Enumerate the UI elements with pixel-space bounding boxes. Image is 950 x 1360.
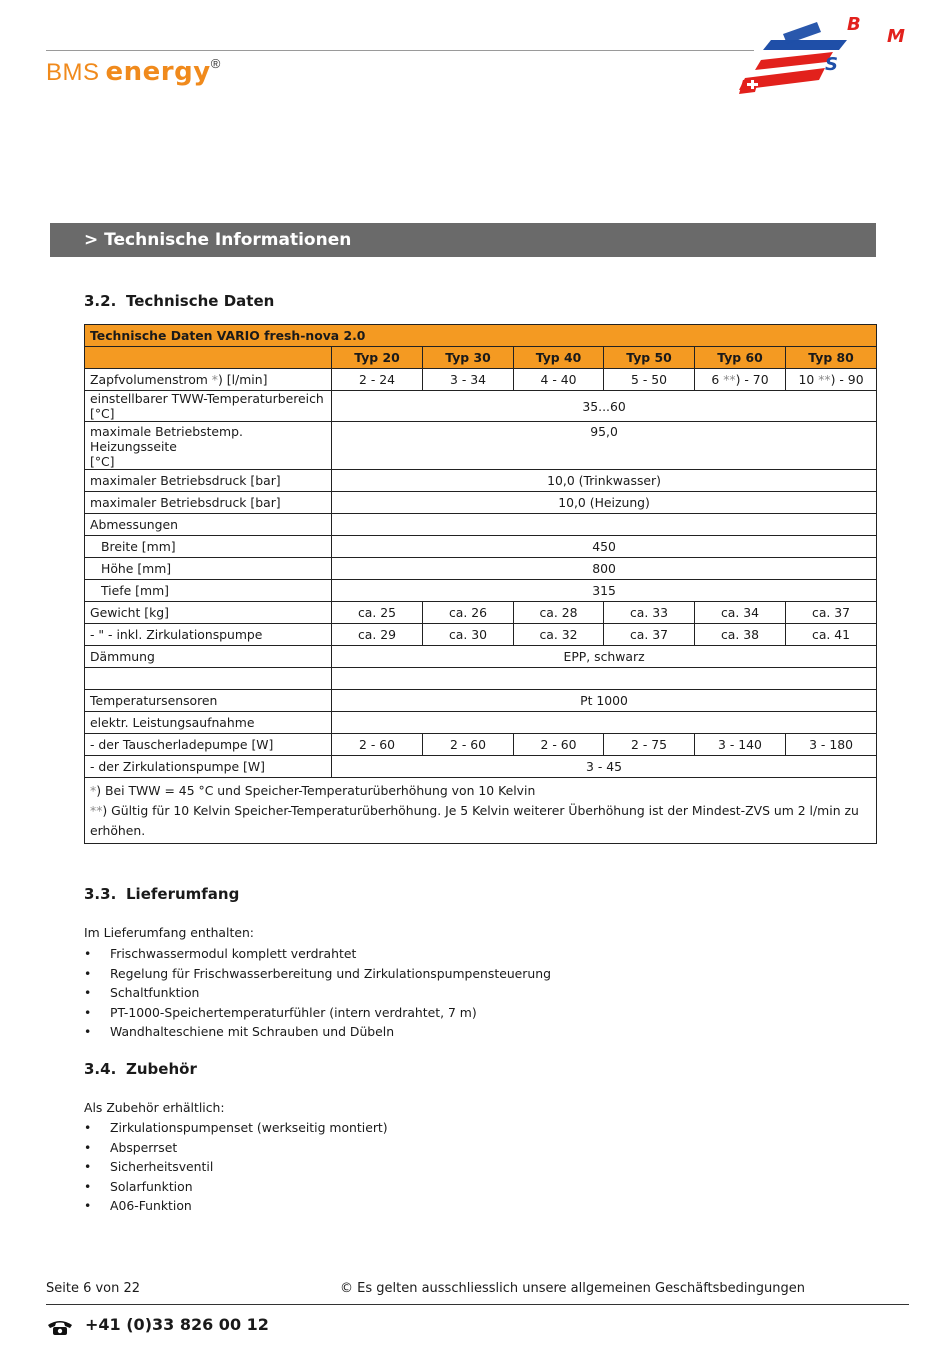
table-cell: 10 **) - 90 (786, 369, 877, 391)
table-cell: 2 - 24 (332, 369, 423, 391)
table-cell (332, 514, 877, 536)
table-notes-row (85, 778, 877, 844)
table-row (85, 470, 877, 492)
table-cell: ca. 32 (514, 624, 604, 646)
footnote-2: **) Gültig für 10 Kelvin Speicher-Temperaturüberhöhung. Je 5 Kelvin weiterer Überhöhung ist der Mindest-ZVS um 2 l/min zu erhöhen. (90, 803, 859, 838)
row-label: Temperatursensoren (85, 690, 332, 712)
table-cell: 3 - 180 (786, 734, 877, 756)
table-cell: ca. 34 (695, 602, 786, 624)
page-number: Seite 6 von 22 (46, 1281, 141, 1296)
table-row (85, 712, 877, 734)
terms-notice: © Es gelten ausschliesslich unsere allgemeinen Geschäftsbedingungen (340, 1281, 805, 1296)
bms-logo (735, 12, 915, 100)
table-cell: ca. 38 (695, 624, 786, 646)
row-label: einstellbarer TWW-Temperaturbereich [°C] (85, 391, 332, 422)
column-header: Typ 40 (514, 347, 604, 369)
brand-prefix: BMS (46, 59, 100, 86)
table-row (85, 580, 877, 602)
row-label: Gewicht [kg] (85, 602, 332, 624)
table-cell: ca. 41 (786, 624, 877, 646)
list-item: • A06-Funktion (84, 1198, 192, 1213)
table-cell: 10,0 (Trinkwasser) (332, 470, 877, 492)
row-label: maximaler Betriebsdruck [bar] (85, 492, 332, 514)
row-label: Zapfvolumenstrom *) [l/min] (85, 369, 332, 391)
table-cell: ca. 25 (332, 602, 423, 624)
table-cell: ca. 29 (332, 624, 423, 646)
heading-title: Technische Daten (126, 292, 275, 310)
table-cell: 10,0 (Heizung) (332, 492, 877, 514)
heading-title: Zubehör (126, 1060, 197, 1078)
heading-zubehoer (84, 1060, 197, 1078)
row-label: Breite [mm] (85, 536, 332, 558)
table-cell: EPP, schwarz (332, 646, 877, 668)
table-cell: 3 - 140 (695, 734, 786, 756)
table-cell: ca. 26 (423, 602, 514, 624)
table-footnotes (85, 778, 877, 844)
table-cell: 5 - 50 (604, 369, 695, 391)
column-header: Typ 20 (332, 347, 423, 369)
list-item: • Sicherheitsventil (84, 1159, 214, 1174)
row-label: maximaler Betriebsdruck [bar] (85, 470, 332, 492)
footnote-1: *) Bei TWW = 45 °C und Speicher-Temperaturüberhöhung von 10 Kelvin (90, 783, 536, 798)
logo-letter-m: M (887, 26, 905, 47)
brand-logo-text (46, 56, 221, 87)
heading-number: 3.2. (84, 292, 117, 310)
list-item: • Solarfunktion (84, 1178, 193, 1194)
table-row (85, 734, 877, 756)
row-label: elektr. Leistungsaufnahme (85, 712, 332, 734)
table-cell: 2 - 60 (332, 734, 423, 756)
zubehoer-list (84, 1118, 388, 1216)
table-cell: 95,0 (332, 422, 877, 470)
list-item: • Wandhalteschiene mit Schrauben und Dübeln (84, 1024, 395, 1039)
table-cell: 315 (332, 580, 877, 602)
heading-title: Lieferumfang (126, 885, 240, 903)
heading-technische-daten (84, 292, 274, 310)
table-cell: ca. 37 (786, 602, 877, 624)
list-item: • Absperrset (84, 1139, 178, 1155)
row-label: - der Zirkulationspumpe [W] (85, 756, 332, 778)
table-title-row (85, 325, 877, 347)
lieferumfang-list (84, 944, 551, 1042)
row-label: - der Tauscherladepumpe [W] (85, 734, 332, 756)
row-label: Abmessungen (85, 514, 332, 536)
table-cell: ca. 37 (604, 624, 695, 646)
list-item: • Zirkulationspumpenset (werkseitig montiert) (84, 1120, 388, 1135)
table-row (85, 558, 877, 580)
row-label: Tiefe [mm] (85, 580, 332, 602)
table-header-row (85, 347, 877, 369)
list-item: • Regelung für Frischwasserbereitung und Zirkulationspumpensteuerung (84, 965, 551, 981)
table-row (85, 602, 877, 624)
spec-table (84, 324, 877, 844)
heading-number: 3.4. (84, 1060, 117, 1078)
table-row (85, 624, 877, 646)
logo-letter-s: S (825, 54, 838, 75)
header-rule (46, 50, 754, 51)
table-row (85, 492, 877, 514)
heading-lieferumfang (84, 885, 239, 903)
list-item: • Schaltfunktion (84, 985, 200, 1000)
table-cell: 3 - 34 (423, 369, 514, 391)
column-header: Typ 80 (786, 347, 877, 369)
table-cell: 2 - 75 (604, 734, 695, 756)
table-row (85, 422, 877, 470)
table-cell: 2 - 60 (423, 734, 514, 756)
registered-mark: ® (210, 56, 221, 71)
table-row-empty (85, 668, 877, 690)
table-row (85, 536, 877, 558)
table-cell: Pt 1000 (332, 690, 877, 712)
table-row (85, 369, 877, 391)
footer-rule (46, 1304, 909, 1305)
list-item: • PT-1000-Speichertemperaturfühler (intern verdrahtet, 7 m) (84, 1004, 477, 1020)
table-cell: 2 - 60 (514, 734, 604, 756)
row-label: maximale Betriebstemp. Heizungsseite [°C] (85, 422, 332, 470)
table-cell: ca. 28 (514, 602, 604, 624)
list-item: • Frischwassermodul komplett verdrahtet (84, 946, 357, 961)
table-cell: ca. 33 (604, 602, 695, 624)
table-row (85, 514, 877, 536)
table-cell: 450 (332, 536, 877, 558)
column-header: Typ 60 (695, 347, 786, 369)
column-header: Typ 30 (423, 347, 514, 369)
column-header: Typ 50 (604, 347, 695, 369)
brand-suffix: energy (105, 57, 211, 87)
table-row (85, 646, 877, 668)
table-cell (332, 668, 877, 690)
table-cell: 4 - 40 (514, 369, 604, 391)
table-row (85, 756, 877, 778)
row-label: - " - inkl. Zirkulationspumpe (85, 624, 332, 646)
zubehoer-intro: Als Zubehör erhältlich: (84, 1100, 225, 1115)
table-cell: 3 - 45 (332, 756, 877, 778)
row-label: Höhe [mm] (85, 558, 332, 580)
heading-number: 3.3. (84, 885, 117, 903)
logo-letter-b: B (847, 14, 861, 35)
header-empty-cell (85, 347, 332, 369)
lieferumfang-intro: Im Lieferumfang enthalten: (84, 925, 254, 940)
phone-number: +41 (0)33 826 00 12 (85, 1315, 269, 1334)
table-cell: ca. 30 (423, 624, 514, 646)
table-cell: 6 **) - 70 (695, 369, 786, 391)
table-cell: 800 (332, 558, 877, 580)
table-row (85, 391, 877, 422)
table-cell (85, 668, 332, 690)
row-label: Dämmung (85, 646, 332, 668)
table-row (85, 690, 877, 712)
table-cell (332, 712, 877, 734)
table-cell: 35...60 (332, 391, 877, 422)
telephone-icon (46, 1317, 74, 1337)
table-title: Technische Daten VARIO fresh-nova 2.0 (85, 325, 877, 347)
section-bar: > Technische Informationen (50, 223, 876, 257)
